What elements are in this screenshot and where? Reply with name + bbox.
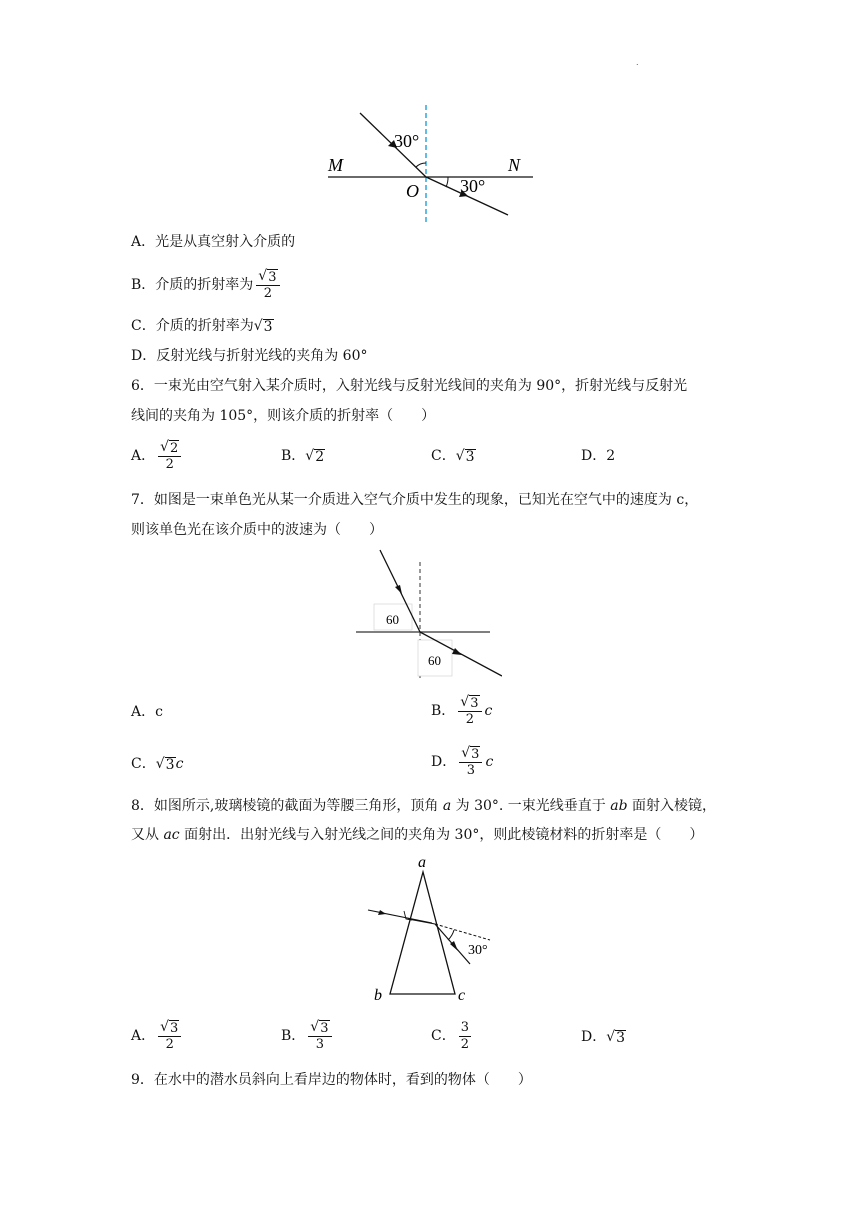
label-o: O [406,181,419,201]
q6-option-a: A． √ 2 2 [131,437,184,475]
q6-option-c: C． √ 3 [431,448,475,465]
q6-stem-line2: 线间的夹角为 105°，则该介质的折射率（ ） [131,408,436,424]
header-dot: . [636,58,639,67]
angle-label-top: 60 [386,612,399,627]
angle-arc-top [416,163,426,167]
q7-option-a: A．c [131,704,163,720]
q7-stem-line1: 7．如图是一束单色光从某一介质进入空气介质中发生的现象，已知光在空气中的速度为 c， [131,492,699,508]
angle-arc [448,930,454,940]
angle-label-bottom: 60 [428,653,441,668]
figure-medium-to-air [352,546,502,680]
angle-label: 30° [468,943,488,958]
label-b: b [374,987,382,1004]
label-a: a [418,854,426,871]
q9-stem-line1: 9．在水中的潜水员斜向上看岸边的物体时，看到的物体（ ） [131,1072,532,1088]
refracted-arrow [452,648,462,655]
q7-option-c: C． √ 3 c [131,756,184,773]
fraction-sqrt3-over-2: √ 3 2 [256,268,279,302]
q6-option-d: D．2 [581,448,616,464]
q5-option-b: B．介质的折射率为 √ 3 2 [131,266,283,304]
angle-bottom-label: 30° [460,176,486,196]
q6-stem-line1: 6．一束光由空气射入某介质时，入射光线与反射光线间的夹角为 90°，折射光线与反射光 [131,378,688,394]
q7-option-b: B． √ 3 2 c [431,694,493,727]
q5-option-d: D．反射光线与折射光线的夹角为 60° [131,348,368,364]
incident-ray [368,910,432,923]
figure-refraction-mn [320,100,540,225]
q5-option-c: C．介质的折射率为 √ 3 [131,318,273,335]
q7-option-d: D． √ 3 3 c [431,745,494,778]
internal-ray [408,919,435,924]
q5-option-a: A．光是从真空射入介质的 [131,234,296,250]
q8-stem-line1: 8．如图所示,玻璃棱镜的截面为等腰三角形，顶角 a 为 30°. 一束光线垂直于 ab 面射入棱镜， [131,798,717,814]
incident-arrow [395,585,402,594]
label-n: N [508,155,521,175]
label-m: M [328,155,343,175]
q8-option-d: D． √ 3 [581,1029,626,1046]
angle-top-label: 30° [394,131,420,151]
q8-stem-line2: 又从 ac 面射出．出射光线与入射光线之间的夹角为 30°，则此棱镜材料的折射率是（ ） [131,827,704,843]
q6-option-b: B． √ 2 [281,448,325,465]
q7-stem-line2: 则该单色光在该介质中的波速为（ ） [131,522,383,538]
angle-arc-bottom [446,177,448,187]
incident-arrow [378,910,386,915]
q8-option-c: C． $\frac{3}{2}$ [431,1019,469,1052]
prism-triangle [390,872,455,994]
label-c: c [458,987,466,1004]
q8-option-a: A． √ 3 2 [131,1017,184,1055]
q8-option-b: B． √ 3 3 [281,1017,335,1055]
extended-ray [435,924,490,940]
figure-prism [360,852,510,1004]
